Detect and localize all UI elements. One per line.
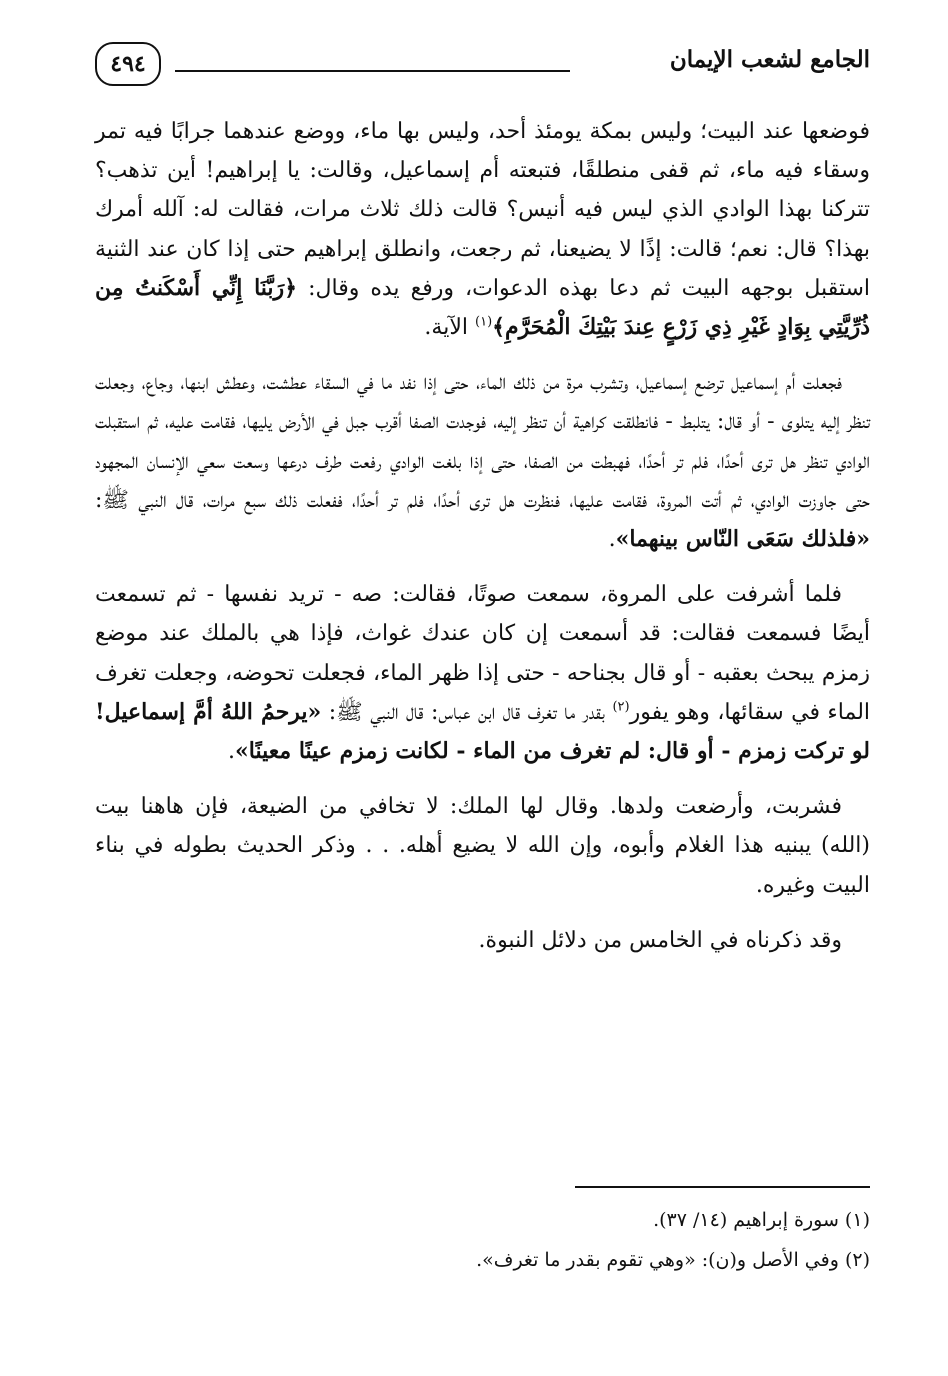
paragraph-1 (95, 112, 870, 347)
paragraph-1-end: الآية. (424, 315, 475, 341)
paragraph-3 (95, 575, 870, 771)
paragraph-5 (95, 921, 870, 960)
main-text (95, 112, 870, 976)
book-title: الجامع لشعب الإيمان (669, 46, 870, 73)
page-number: ٤٩٤ (95, 42, 161, 86)
hadith-quote-1: «فلذلك سَعَى النّاس بينهما» (615, 526, 870, 553)
footnotes (95, 1200, 870, 1280)
footnote-ref-2: (٢) (612, 699, 630, 715)
quran-verse: ﴿رَبَّنَا إِنِّي أَسْكَنتُ مِن ذُرِّيَّتِي بِوَادٍ غَيْرِ ذِي زَرْعٍ عِندَ بَيْتِكَ الْمُحَرَّمِ﴾ (95, 274, 870, 341)
paragraph-3-mid: بقدر ما تغرف قال ابن عباس: قال النبي ﷺ: (321, 699, 613, 725)
paragraph-4 (95, 787, 870, 905)
header-rule (175, 70, 570, 72)
paragraph-3-end: . (228, 739, 236, 765)
footnote-1: (١) سورة إبراهيم (١٤/ ٣٧). (653, 1209, 870, 1231)
paragraph-5-text: وقد ذكرناه في الخامس من دلائل النبوة. (478, 927, 842, 953)
paragraph-2-text: فجعلت أم إسماعيل ترضع إسماعيل، وتشرب مرة من ذلك الماء، حتى إذا نفد ما في السقاء عطشت، وعطش ابنها، وجاع، وجعلت تنظر إليه يتلوى - أو قال: يتلبط - فانطلقت كراهية أن تنظر إليه، فوجدت الصفا أقرب جبل في الأرض يليها، فقامت عليه، ثم استقبلت الوادي تنظر هل ترى أحدًا، فلم تر أحدًا، فهبطت من الصفا، حتى إذا بلغت الوادي رفعت طرف درعها وسعت سعي الإنسان المجهود حتى جاوزت الوادي، ثم أتت المروة، فقامت عليها، فنظرت هل ترى أحدًا، فلم تر أحدًا، ففعلت ذلك سبع مرات، قال النبي ﷺ: (95, 370, 870, 513)
paragraph-2 (95, 363, 870, 559)
footnote-2: (٢) وفي الأصل و(ن): «وهي تقوم بقدر ما تغرف». (476, 1249, 870, 1271)
paragraph-3-text: فلما أشرفت على المروة، سمعت صوتًا، فقالت: صه - تريد نفسها - ثم تسمعت أيضًا فسمعت فقالت: قد أسمعت إن كان عندك غواث، فإذا هي بالملك عند موضع زمزم يبحث بعقبه - أو قال بجناحه - حتى إذا ظهر الماء، فجعلت تحوضه، وجعلت تغرف الماء في سقائها، وهو يفور (95, 582, 871, 725)
paragraph-2-end: . (608, 527, 616, 553)
running-header (95, 38, 870, 98)
footnote-separator (575, 1186, 870, 1188)
paragraph-4-text: فشربت، وأرضعت ولدها. وقال لها الملك: لا تخافي من الضيعة، فإن هاهنا بيت (الله) يبنيه هذا الغلام وأبوه، وإن الله لا يضيع أهله. . . وذكر الحديث بطوله في بناء البيت وغيره. (95, 794, 870, 898)
footnote-ref-1: (١) (475, 314, 493, 330)
hadith-quote-2: «يرحمُ اللهُ أمَّ إسماعيل! لو تركت زمزم - أو قال: لم تغرف من الماء - لكانت زمزم عينًا معينًا» (95, 698, 870, 765)
paragraph-1-text: فوضعها عند البيت؛ وليس بمكة يومئذ أحد، وليس بها ماء، ووضع عندهما جرابًا فيه تمر وسقاء فيه ماء، ثم قفى منطلقًا، فتبعته أم إسماعيل، وقالت: يا إبراهيم! أين تذهب؟ تتركنا بهذا الوادي الذي ليس فيه أنيس؟ قالت ذلك ثلاث مرات، فقالت له: آلله أمرك بهذا؟ قال: نعم؛ قالت: إذًا لا يضيعنا، ثم رجعت، وانطلق إبراهيم حتى إذا كان عند الثنية استقبل بوجهه البيت ثم دعا بهذه الدعوات، ورفع يده وقال: (95, 119, 871, 301)
